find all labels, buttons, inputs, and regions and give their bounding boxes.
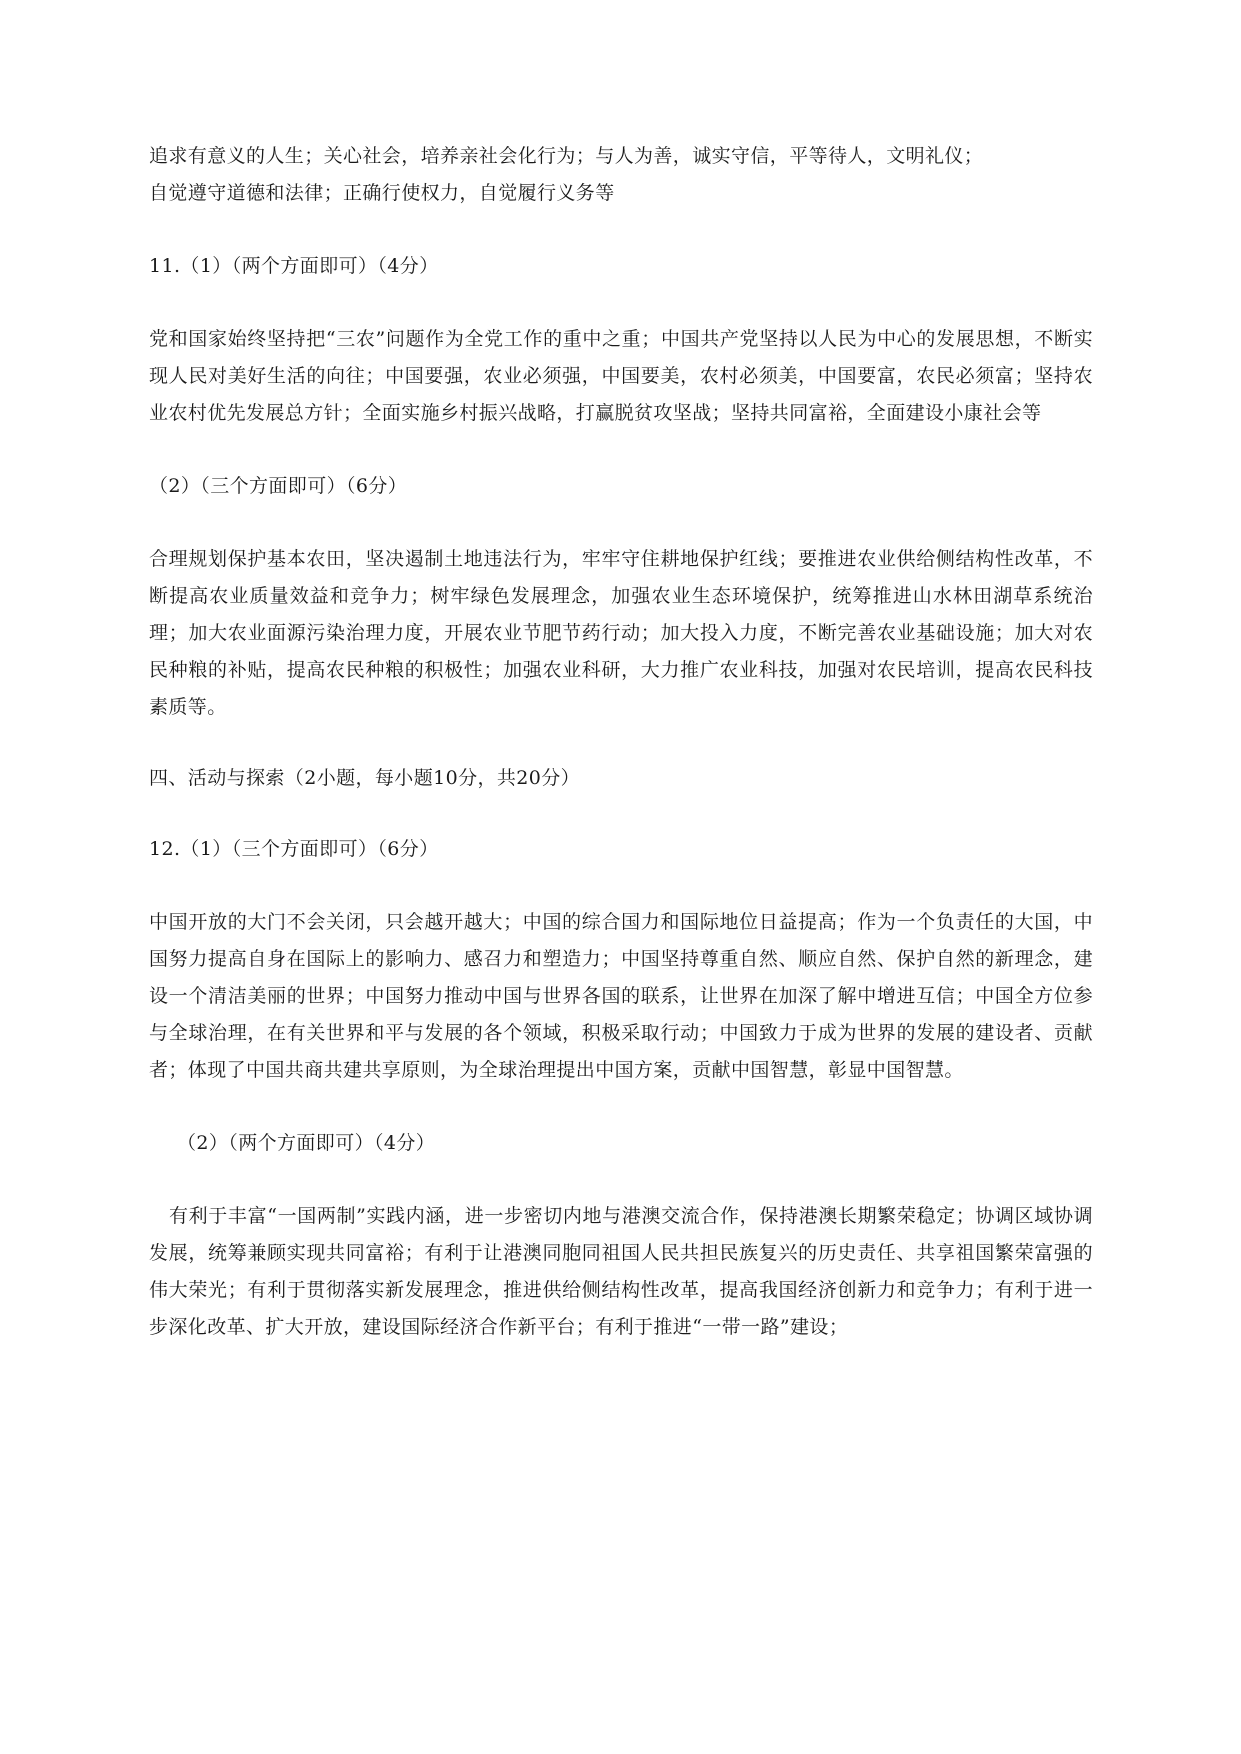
document-body bbox=[149, 138, 1093, 1346]
question-11-part-1-answer: 党和国家始终坚持把“三农”问题作为全党工作的重中之重；中国共产党坚持以人民为中心的发展思想，不断实现人民对美好生活的向往；中国要强，农业必须强，中国要美，农村必须美，中国要富，农民必须富；坚持农业农村优先发展总方针；全面实施乡村振兴战略，打赢脱贫攻坚战；坚持共同富裕，全面建设小康社会等 bbox=[149, 328, 1093, 424]
question-11-part-2-heading: （2）（三个方面即可）（6分） bbox=[149, 475, 408, 497]
question-11-part-1-heading: 11.（1）（两个方面即可）（4分） bbox=[149, 255, 439, 277]
answer-text-line: 追求有意义的人生；关心社会，培养亲社会化行为；与人为善，诚实守信，平等待人，文明礼仪； bbox=[149, 145, 984, 167]
question-12-part-1-answer: 中国开放的大门不会关闭，只会越开越大；中国的综合国力和国际地位日益提高；作为一个负责任的大国，中国努力提高自身在国际上的影响力、感召力和塑造力；中国坚持尊重自然、顺应自然、保护自然的新理念，建设一个清洁美丽的世界；中国努力推动中国与世界各国的联系，让世界在加深了解中增进互信；中国全方位参与全球治理，在有关世界和平与发展的各个领域，积极采取行动；中国致力于成为世界的发展的建设者、贡献者；体现了中国共商共建共享原则，为全球治理提出中国方案，贡献中国智慧，彰显中国智慧。 bbox=[149, 911, 1093, 1081]
question-12-part-2-answer: 有利于丰富“一国两制”实践内涵，进一步密切内地与港澳交流合作，保持港澳长期繁荣稳定；协调区域协调发展，统筹兼顾实现共同富裕；有利于让港澳同胞同祖国人民共担民族复兴的历史责任、共享祖国繁荣富强的伟大荣光；有利于贯彻落实新发展理念，推进供给侧结构性改革，提高我国经济创新力和竞争力；有利于进一步深化改革、扩大开放，建设国际经济合作新平台；有利于推进“一带一路”建设； bbox=[149, 1205, 1093, 1338]
question-12-part-1-heading: 12.（1）（三个方面即可）（6分） bbox=[149, 838, 439, 860]
answer-text-line: 自觉遵守道德和法律；正确行使权力，自觉履行义务等 bbox=[149, 182, 615, 204]
question-11-part-2-answer: 合理规划保护基本农田，坚决遏制土地违法行为，牢牢守住耕地保护红线；要推进农业供给侧结构性改革，不断提高农业质量效益和竞争力；树牢绿色发展理念，加强农业生态环境保护，统筹推进山水林田湖草系统治理；加大农业面源污染治理力度，开展农业节肥节药行动；加大投入力度，不断完善农业基础设施；加大对农民种粮的补贴，提高农民种粮的积极性；加强农业科研，大力推广农业科技，加强对农民培训，提高农民科技素质等。 bbox=[149, 548, 1093, 718]
question-12-part-2-heading: （2）（两个方面即可）（4分） bbox=[177, 1132, 436, 1154]
section-4-heading: 四、活动与探索（2小题，每小题10分，共20分） bbox=[149, 767, 581, 789]
